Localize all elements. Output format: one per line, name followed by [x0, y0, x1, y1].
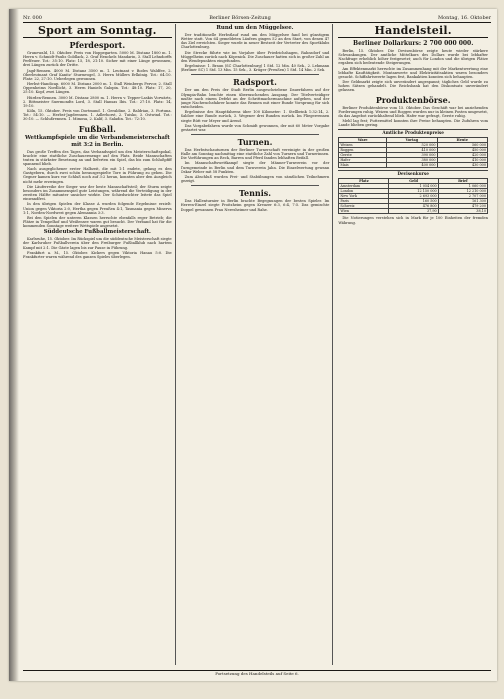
column-handel — [338, 24, 491, 665]
table-header-cell: Platz — [339, 179, 389, 184]
table-cell: 560 000 — [437, 143, 487, 148]
table-row — [339, 163, 488, 168]
article-paragraph: Berliner Produktenbörse vom 15. Oktober. Das Geschäft war bei anziehenden Forderungen ruhig. Weizen und Roggen wurden nur in kleinen Posten umgesetzt, da das Angebot zurückhaltend blieb. Hafer war gefragt, Gerste ruhig. — [338, 105, 488, 118]
table-cell: Hafer — [339, 158, 387, 163]
page-header — [23, 15, 491, 23]
article-paragraph: Jagd-Rennen. 4000 M. Distanz 3500 m. 1. Leutnant v. Bodes Waldfee, 2. Oberleutnant Graf Kanitz' Sturmvogel, 3. Herrn Müllers Erlkönig. Tot.: 64:10. Platz: 22, 27:10. Ueberlegen gewonnen. — [23, 68, 172, 81]
divider — [191, 134, 320, 135]
table-header-cell: Ware — [339, 138, 387, 143]
table-cell: 400 000 — [387, 163, 437, 168]
heading-mueggelsee: Rund um den Müggelsee. — [216, 25, 294, 31]
table-cell: 2 707 000 — [438, 194, 487, 199]
section-title-handel: Handelsteil. — [338, 24, 488, 38]
table-cell: 38,10 — [438, 209, 487, 214]
table-header-row — [339, 138, 488, 143]
article-paragraph: Ergebnisse: 1. Braun (SC Charlottenburg) 1 Std. 12 Min. 40 Sek., 2. Lehmann (Berliner SC) 1 Std. 13 Min. 15 Sek., 3. Krüger (Preußen) 1 Std. 14 Min. 2 Sek. — [180, 64, 330, 73]
heading-fussball: Fußball. — [78, 123, 116, 134]
table-cell: 410 000 — [387, 148, 437, 153]
binding-edge — [9, 9, 19, 681]
section-title-sport: Sport am Sonntag. — [23, 24, 172, 38]
page-footer: Fortsetzung des Handelsteils auf Seite 6. — [23, 670, 491, 676]
table-title-produkte: Amtliche Produktenpreise — [338, 129, 488, 135]
header-right: Montag, 16. Oktober — [438, 15, 491, 21]
table-cell: Mais — [339, 163, 387, 168]
column-sport-1 — [23, 24, 176, 665]
newspaper-page — [9, 9, 497, 681]
heading-sueddeutsche-meisterschaft: Süddeutsche Fußballmeisterschaft. — [43, 229, 151, 236]
table-header-row — [339, 179, 488, 184]
article-paragraph: Die Notierungen verstehen sich in Mark für je 100 Einheiten der fremden Währung. — [338, 216, 488, 225]
table-cell: 479 200 — [438, 204, 487, 209]
header-center: Berliner Börsen-Zeitung — [209, 15, 271, 21]
article-paragraph: Das große Treffen des Tages, das Verbandsspiel um den Meisterschaftspokal, brachte eine stattliche Zuschauermenge auf den Platz. Beide Mannschaften traten in stärkster Besetzung an und lieferten ein Spiel, das bis zum Schlußpfiff spannend blieb. — [23, 149, 172, 166]
table-cell: 390 000 — [387, 153, 437, 158]
price-table — [338, 137, 488, 168]
article-paragraph: Die Strecke führte wie im Vorjahre über Friedrichshagen, Rahnsdorf und Müggelheim zurück nach Köpenick. Die Zuschauer hatten sich in großer Zahl an den Wendepunkten eingefunden. — [180, 50, 330, 63]
table-cell: 161 300 — [438, 199, 487, 204]
article-paragraph: Im Mannschaftswettkampf siegte der Männer-Turnverein vor der Turngemeinde in Berlin und dem Turnverein Jahn. Die Einzelwertung gewann Oskar Weber mit 58 Punkten. — [180, 161, 330, 174]
article-paragraph: Herbst-Handicap. 6000 M. Distanz 2000 m. 1. Stall Weinbergs Fervor, 2. Stall Oppenheims Nordlicht, 3. Herrn Haniels Galopin. Tot.: 48:10. Platz: 17, 20, 25:10. Kopf, zwei Längen. — [23, 82, 172, 95]
article-paragraph: Köln, 15. Oktober. Preis von Dortmund. 1. Geraldine, 2. Baldrian, 3. Fortuna. Tot.: 54:10. — Herbst-Jagdrennen. 1. Adlerhorst, 2. Tuisko, 3. Ostwind. Tot.: 30:10. — Schlußrennen. 1. Mimosa, 2. Kalif, 3. Saladin. Tot.: 72:10. — [23, 109, 172, 122]
table-cell: 410 000 — [437, 158, 487, 163]
article-paragraph: Das Vorgabefahren wurde von Schmidt gewonnen, der mit 60 Meter Vorgabe gestartet war. — [180, 123, 330, 132]
table-cell: Amsterdam — [339, 184, 389, 189]
table-header-cell: Heute — [437, 138, 487, 143]
table-header-cell: Brief — [438, 179, 487, 184]
heading-turnen: Turnen. — [237, 136, 273, 147]
subheading-fussball: Wettkampfspiele um die Verbandsmeisterschaft mit 3:2 in Berlin. — [24, 134, 170, 148]
table-cell: Roggen — [339, 148, 387, 153]
article-paragraph: Bei den Spielen der unteren Klassen herrschte ebenfalls reger Betrieb; die Plätze in Tempelhof und Weißensee waren gut besucht. Der Verband hat für die kommenden Sonntage weitere Wettspiele angesetzt. — [23, 215, 172, 229]
table-cell: 450 000 — [437, 148, 487, 153]
table-cell: 12 210 000 — [438, 189, 487, 194]
table-title-devisen: Devisenkurse — [338, 170, 488, 176]
table-cell: London — [339, 189, 389, 194]
dollar-rate-line: Berliner Dollarkurs: 2 700 000 000. — [353, 40, 474, 47]
divider — [191, 74, 320, 75]
article-paragraph: Ergebnisse des Hauptfahrens über 100 Kilometer: 1. Stellbrink 1:32:14, 2. Saldow eine Runde zurück, 3. Wegener drei Runden zurück. Im Fliegerrennen siegte Rütt vor Meyer und Arend. — [180, 110, 330, 123]
article-paragraph: Frankfurt a. M., 15. Oktober. Kickers gegen Viktoria Hanau 5:0. Die Frankfurter waren während des ganzen Spieles überlegen. — [23, 250, 172, 259]
article-paragraph: Die Läuferreihe der Sieger war der beste Mannschaftsteil; der Sturm zeigte besonders im Zusammenspiel gute Leistungen, während die Verteidigung in der zweiten Hälfte mitunter unsicher wirkte. Der Schiedsrichter leitete das Spiel einwandfrei. — [23, 184, 172, 202]
table-cell: 420 000 — [437, 153, 487, 158]
table-cell: Weizen — [339, 143, 387, 148]
table-cell: 476 800 — [389, 204, 438, 209]
table-header-cell: Geld — [389, 179, 438, 184]
table-cell: 1 054 000 — [389, 184, 438, 189]
table-cell: 2 693 000 — [389, 194, 438, 199]
article-paragraph: Zum Abschluß wurden Frei- und Stabübungen von sämtlichen Teilnehmern gezeigt. — [180, 174, 330, 184]
table-cell: Paris — [339, 199, 389, 204]
table-cell: Schweiz — [339, 204, 389, 209]
article-paragraph: Der traditionelle Herbstlauf rund um den Müggelsee fand bei günstigem Wetter statt. Von 64 gemeldeten Läufern gingen 52 an den Start, von denen 47 das Ziel erreichten. Sieger wurde in neuer Bestzeit der Vertreter des Sportklubs Charlottenburg. — [180, 33, 330, 50]
article-paragraph: Grunewald, 15. Oktober. Preis von Hoppegarten. 5000 M. Distanz 1800 m. 1. Herrn v. Schmidt-Paulis Goldlack, 2. Graf Henckels Mandarin, 3. Stall Lehndorffs Perlfeuer. Tot.: 35:10. Platz: 15, 18, 21:10. Sicher mit einer Länge gewonnen, drei Längen zurück der Dritte. — [23, 51, 172, 68]
table-cell: 160 500 — [389, 199, 438, 204]
table-row — [339, 209, 488, 214]
divider — [191, 185, 320, 186]
article-paragraph: Am Effektenmarkt herrschte im Zusammenhang mit der Markentwertung eine lebhafte Kauftätigkeit. Montanwerte und Elektrizitätsaktien waren besonders gesucht. Schiffahrtswerte lagen fest, Bankaktien konnten sich behaupten. — [338, 66, 488, 79]
column-sport-2 — [181, 24, 334, 665]
table-cell: 380 000 — [387, 158, 437, 163]
table-cell: Wien — [339, 209, 389, 214]
article-paragraph: Der Geldmarkt zeigte sich unverändert angespannt; tägliches Geld wurde zu hohen Sätzen gehandelt. Die Reichsbank hat den Diskontsatz unverändert gelassen. — [338, 80, 488, 93]
table-cell: New York — [339, 194, 389, 199]
table-cell: 1 060 000 — [438, 184, 487, 189]
article-paragraph: Nach ausgeglichener erster Halbzeit, die mit 1:1 endete, gelang es den Gastgebern, durch zwei schön herausgespielte Tore in Führung zu gehen. Die Gegner kamen kurz vor Schluß noch auf 3:2 heran, konnten aber den Ausgleich nicht mehr erzwingen. — [23, 167, 172, 184]
table-cell: Gerste — [339, 153, 387, 158]
article-paragraph: Der um den Preis der Stadt Berlin ausgeschriebene Dauerfahren auf der Olympia-Bahn brachte einen überraschenden Ausgang. Der Titelverteidiger mußte nach einem Defekt an der Schrittmachermaschine aufgeben, und der junge Nachwuchsfahrer konnte das Rennen mit einer Runde Vorsprung für sich entscheiden. — [180, 88, 330, 110]
article-paragraph: Berlin, 15. Oktober. Die Devisenbörse zeigte heute wieder stärkere Schwankungen. Der amtliche Mittelkurs des Dollars wurde bei lebhafter Nachfrage erheblich höher festgesetzt; auch für London und die übrigen Plätze ergaben sich bedeutende Steigerungen. — [338, 49, 488, 66]
table-cell: 37,90 — [389, 209, 438, 214]
article-paragraph: Hürden-Rennen. 3000 M. Distanz 2800 m. 1. Herrn v. Tepper-Laskis Vorwärts, 2. Rittmeister Suermondts Lord, 3. Stall Hansas Ibis. Tot.: 27:10. Platz: 14, 19:10. — [23, 95, 172, 108]
columns — [23, 24, 491, 665]
heading-pferdesport: Pferdesport. — [69, 40, 126, 50]
heading-radsport: Radsport. — [233, 77, 277, 88]
exchange-table — [338, 178, 488, 214]
table-header-cell: Vortag — [387, 138, 437, 143]
heading-produktenboerse: Produktenbörse. — [375, 94, 451, 105]
article-paragraph: Mehl lag fest; Futtermittel konnten ihre Preise behaupten. Die Zufuhren vom Lande blieben gering. — [338, 119, 488, 128]
article-paragraph: Das Herbstschauturnen der Berliner Turnerschaft vereinigte in der großen Halle am Sonntag nachmittag eine stattliche Zahl von Turnern und Turnerinnen. Die Vorführungen an Reck, Barren und Pferd fanden lebhaften Beifall. — [180, 147, 330, 161]
heading-tennis: Tennis. — [238, 188, 272, 199]
article-paragraph: In den übrigen Spielen der Klasse A wurden folgende Ergebnisse erzielt: Union gegen Viktoria 2:0, Hertha gegen Preußen 4:1, Tasmania gegen Minerva 1:1, Norden-Nordwest gegen Alemannia 3:3. — [23, 202, 172, 215]
table-cell: 430 000 — [437, 163, 487, 168]
table-cell: 520 000 — [387, 143, 437, 148]
table-cell: 12 150 000 — [389, 189, 438, 194]
header-left: Nr. 000 — [23, 15, 42, 21]
article-paragraph: Das Hallenturnier in Berlin brachte Begegnungen der besten Spieler. Im Herren-Einzel siegte Froitzheim gegen Kreuzer 6:3, 6:4, 7:5. Das gemischte Doppel gewannen Frau Neresheimer und Rahe. — [180, 199, 330, 212]
article-paragraph: Karlsruhe, 15. Oktober. Im Rückspiel um die süddeutsche Meisterschaft siegte der Karlsruher Fußballverein über den Freiburger Fußballklub nach hartem Kampf mit 2:1. Die Gäste lagen bis zur Pause in Führung. — [23, 237, 172, 250]
